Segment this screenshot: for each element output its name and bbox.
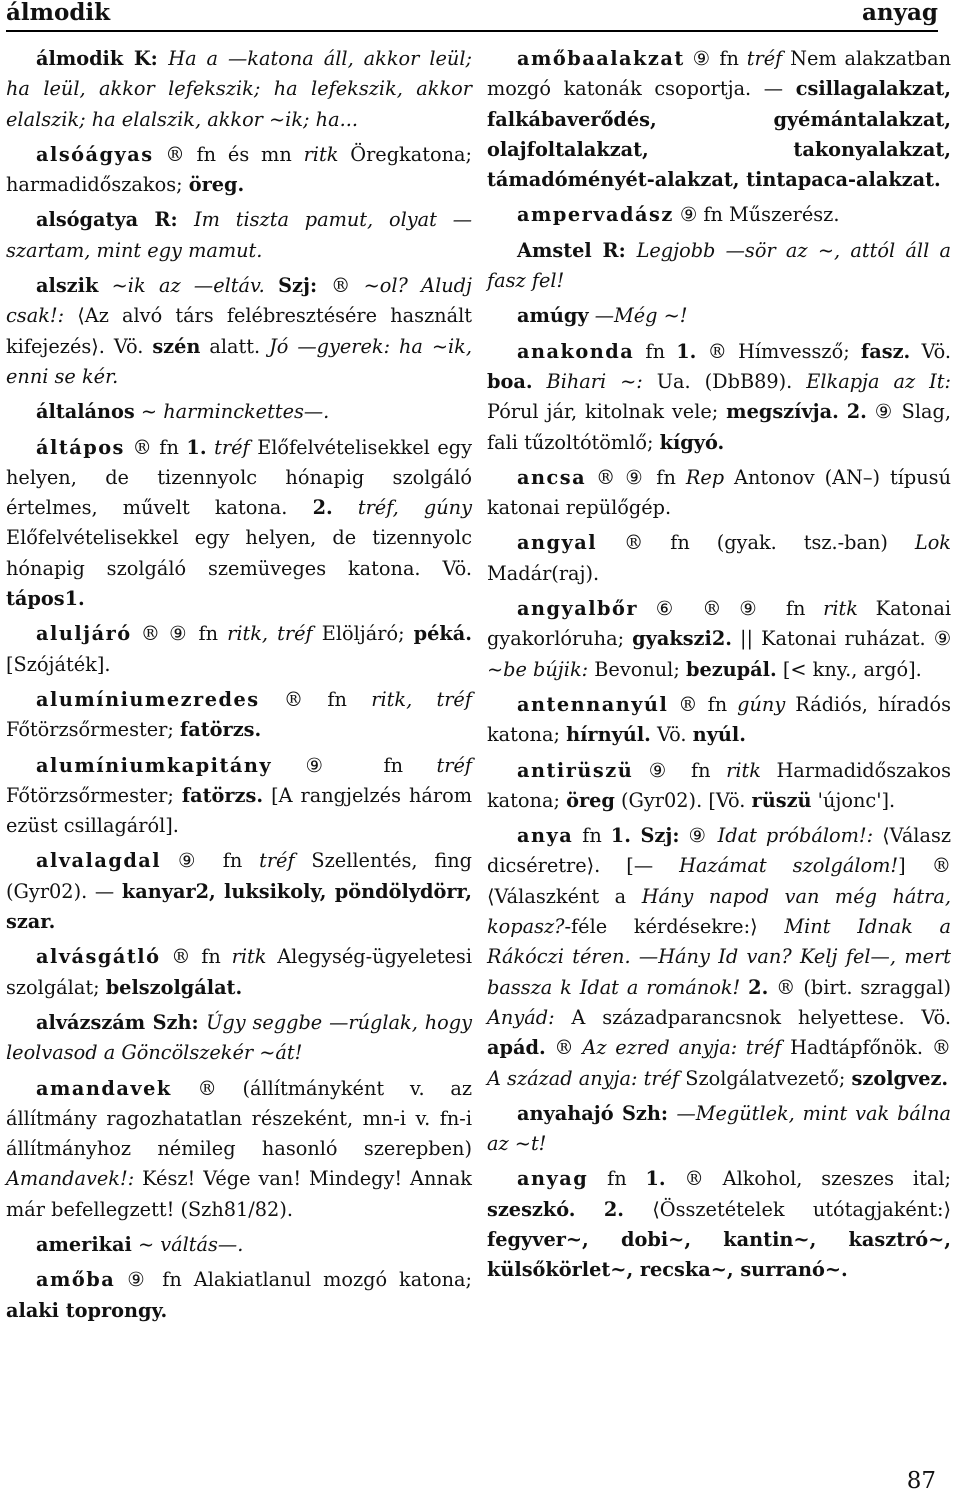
entry-text bbox=[207, 436, 215, 459]
entry-text: Bevonul; bbox=[588, 657, 686, 681]
entry-text: Hány napod van még hátra, kopasz? bbox=[487, 884, 951, 939]
entry-text: K: bbox=[123, 47, 169, 70]
entry-text: fatörzs. bbox=[179, 718, 262, 742]
entry-text: kígyó. bbox=[659, 430, 725, 454]
entry-text: Legjobb —sör az ~, attól áll a fasz fel! bbox=[487, 238, 951, 293]
dictionary-entry bbox=[6, 397, 472, 427]
entry-text: Vö. bbox=[910, 339, 952, 363]
entry-text: szolgvez. bbox=[851, 1066, 949, 1090]
entry-text: Rádiós, híradós katona; bbox=[487, 692, 951, 747]
entry-text: szeszkó. bbox=[487, 1197, 576, 1221]
entry-text bbox=[740, 976, 748, 999]
dictionary-entry bbox=[487, 337, 951, 458]
entry-text: Főtörzsőrmester; bbox=[6, 718, 180, 742]
entry-headword: alvásgátló bbox=[36, 945, 161, 969]
entry-headword: alsóágyas bbox=[36, 142, 154, 166]
entry-text: ⑨ fn Alakiatlanul mozgó katona; bbox=[115, 1268, 472, 1292]
entry-text: megszívja. bbox=[726, 400, 839, 424]
entry-text: fegyver~, dobi~, kantin~, kasztró~, külsőkörlet~, recska~, surranó~. bbox=[487, 1227, 951, 1282]
entry-text: fasz. bbox=[860, 339, 911, 363]
entry-text: (Gyr02). [Vö. bbox=[614, 788, 752, 812]
entry-text: Hazámat szolgálom! bbox=[679, 854, 899, 878]
entry-text: Hadtápfőnök. ® bbox=[781, 1036, 951, 1060]
entry-headword: alumíniumezredes bbox=[36, 687, 260, 711]
entry-text: ⑨ Slag, fali tűzoltótömlő; bbox=[487, 400, 952, 454]
dictionary-entry bbox=[6, 44, 472, 135]
entry-text: ritk bbox=[231, 945, 267, 969]
entry-text: ~ol? Aludj csak!: bbox=[6, 274, 472, 328]
entry-text: öreg. bbox=[188, 173, 245, 197]
entry-text: 1. bbox=[676, 339, 697, 363]
dictionary-entry bbox=[6, 271, 472, 392]
entry-text: [A rangjelzés három ezüst csillagáról]. bbox=[6, 783, 472, 838]
entry-headword: amúgy bbox=[517, 304, 589, 328]
running-head-left: álmodik bbox=[6, 0, 111, 26]
entry-text: [Szójáték]. bbox=[6, 652, 111, 676]
entry-text: ~ik az —eltáv. bbox=[98, 274, 279, 298]
entry-text: A századparancsnok helyettese. Vö. bbox=[554, 1005, 951, 1029]
entry-text: ® fn bbox=[668, 692, 738, 716]
entry-text: ritk, tréf bbox=[227, 622, 313, 646]
entry-text: Idat próbálom!: bbox=[717, 824, 874, 848]
entry-text: Kész! Vége van! Mindegy! Annak már befellegzett! (Szh81/82). bbox=[6, 1167, 472, 1221]
entry-text: ⑨ fn bbox=[161, 849, 260, 873]
entry-text: 2. bbox=[603, 1197, 624, 1221]
entry-headword: általános bbox=[36, 400, 135, 424]
entry-text: fn bbox=[573, 824, 611, 848]
entry-headword: aluljáró bbox=[36, 622, 132, 646]
entry-text: ® (állítmányként v. az állítmány ragozhatatlan részeként, mn-i v. fn-i állítmányhoz némileg hasonló szerepben) bbox=[6, 1076, 472, 1161]
entry-text: tápos1. bbox=[6, 587, 85, 611]
entry-headword: alszik bbox=[36, 274, 99, 298]
entry-text: ~ váltás—. bbox=[131, 1232, 244, 1256]
entry-text: ⑨ fn Műszerész. bbox=[673, 203, 840, 227]
entry-text: alaki toprongy. bbox=[6, 1298, 168, 1322]
entry-text: Elöljáró; bbox=[312, 622, 414, 646]
dictionary-entry bbox=[487, 756, 951, 817]
entry-text: tréf bbox=[259, 849, 295, 873]
entry-text: Elkapja az It: bbox=[806, 369, 951, 393]
entry-headword: antirüszü bbox=[517, 758, 634, 782]
dictionary-entry bbox=[6, 751, 472, 842]
entry-text: fn bbox=[588, 1167, 646, 1191]
header-rule bbox=[6, 30, 938, 32]
entry-headword: amerikai bbox=[36, 1232, 132, 1256]
running-head-right: anyag bbox=[862, 0, 938, 26]
entry-text: öreg bbox=[566, 788, 615, 812]
entry-headword: Amstel R: bbox=[517, 238, 637, 262]
entry-text: ritk bbox=[303, 142, 339, 166]
dictionary-entry bbox=[6, 942, 472, 1003]
right-column bbox=[487, 44, 951, 1291]
dictionary-entry bbox=[487, 1164, 951, 1285]
entry-text: fn bbox=[634, 339, 677, 363]
entry-text: Bihari ~: bbox=[546, 369, 643, 393]
entry-text: tréf bbox=[746, 47, 783, 70]
entry-text: Öregkatona; harmadidőszakos; bbox=[6, 142, 472, 197]
entry-text: ritk bbox=[726, 758, 761, 782]
dictionary-entry bbox=[487, 463, 951, 524]
dictionary-entry bbox=[487, 690, 951, 751]
entry-text: Lok bbox=[914, 531, 951, 555]
page-header bbox=[0, 0, 960, 32]
entry-text: ⟨Összetételek utótagjaként:⟩ bbox=[623, 1197, 951, 1221]
entry-text: ® (birt. szraggal) bbox=[768, 975, 951, 999]
entry-text: ® fn bbox=[124, 435, 187, 459]
entry-headword: ampervadász bbox=[517, 203, 674, 227]
entry-text: tréf, gúny bbox=[357, 496, 472, 520]
entry-text bbox=[533, 370, 547, 393]
entry-text: ritk, tréf bbox=[371, 687, 472, 711]
entry-text: [< kny., argó]. bbox=[776, 657, 922, 681]
entry-headword: alsógatya R: bbox=[36, 208, 195, 232]
entry-text: Nem alakzatban mozgó katonák csoportja. — bbox=[487, 47, 951, 101]
entry-headword: álmodik bbox=[36, 47, 124, 70]
entry-text: Ha a —katona áll, akkor leül; ha leül, akkor lefekszik; ha lefekszik, akkor elalszik; ha elalszik, akkor ~ik; ha... bbox=[6, 47, 473, 131]
dictionary-entry bbox=[487, 594, 951, 685]
entry-text: kanyar2, luksikoly, pöndölydörr, szar. bbox=[6, 879, 472, 934]
entry-text: ® fn bbox=[259, 687, 372, 711]
entry-text: ⑨ fn bbox=[633, 758, 727, 782]
entry-text: alatt. bbox=[200, 334, 270, 358]
entry-text: Alegység-ügyeletesi szolgálat; bbox=[6, 945, 472, 999]
entry-text: 2. bbox=[846, 400, 867, 424]
entry-text: ritk bbox=[823, 597, 858, 621]
entry-text: —Még ~! bbox=[588, 304, 688, 328]
entry-headword: amandavek bbox=[36, 1076, 172, 1100]
entry-text: ® fn és mn bbox=[153, 142, 304, 166]
dictionary-entry bbox=[6, 205, 472, 266]
entry-text: 1. bbox=[645, 1167, 666, 1191]
entry-text: Vö. bbox=[650, 723, 693, 747]
entry-text: csillagalakzat, falkábaverődés, gyémántalakzat, olajfoltalakzat, takonyalakzat, támadóményét-alakzat, tintapaca-alakzat. bbox=[487, 77, 951, 192]
entry-text: tréf bbox=[214, 435, 250, 459]
entry-headword: angyalbőr bbox=[517, 597, 639, 621]
entry-text: ® fn (gyak. tsz.-ban) bbox=[597, 531, 915, 555]
entry-text: ® bbox=[545, 1036, 583, 1060]
entry-text: 1. Szj: bbox=[610, 824, 680, 848]
entry-text: ® Hímvessző; bbox=[696, 339, 861, 363]
dictionary-entry bbox=[487, 44, 951, 195]
entry-text: A század anyja: tréf bbox=[487, 1066, 680, 1090]
entry-text: hírnyúl. bbox=[566, 723, 651, 747]
entry-text: 2. bbox=[748, 975, 769, 999]
entry-text: ~be bújik: bbox=[487, 657, 589, 681]
dictionary-entry bbox=[6, 846, 472, 937]
entry-headword: alumíniumkapitány bbox=[36, 753, 273, 777]
entry-text: 2. bbox=[312, 496, 333, 520]
dictionary-entry bbox=[6, 1265, 472, 1326]
entry-text: Antonov (AN–) típusú katonai repülőgép. bbox=[487, 465, 951, 520]
entry-text: rüszü bbox=[751, 788, 812, 812]
entry-text: péká. bbox=[413, 622, 472, 646]
entry-text: ® ⑨ fn bbox=[131, 622, 228, 646]
entry-text: ⟨Válasz dicséretre⟩. [— bbox=[487, 824, 952, 878]
entry-text bbox=[839, 400, 847, 423]
entry-text: szén bbox=[152, 334, 201, 358]
dictionary-entry bbox=[6, 1008, 472, 1069]
entry-headword: alvázszám Szh: bbox=[36, 1010, 207, 1034]
dictionary-entry bbox=[6, 433, 472, 615]
entry-text: Im tiszta pamut, olyat —szartam, mint egy mamut. bbox=[6, 208, 472, 262]
entry-text: Ua. (DbB89). bbox=[642, 369, 807, 393]
entry-headword: angyal bbox=[517, 531, 598, 555]
dictionary-entry bbox=[487, 236, 951, 297]
dictionary-entry bbox=[6, 1074, 472, 1225]
entry-headword: ancsa bbox=[517, 465, 587, 489]
entry-text: ⑨ fn bbox=[684, 47, 747, 70]
entry-text: Szj: bbox=[278, 274, 331, 298]
dictionary-entry bbox=[487, 821, 951, 1094]
entry-text: Előfelvételisekkel egy helyen, de tizennyolc hónapig szolgáló szemüveges katona. Vö. bbox=[6, 526, 472, 580]
entry-text: ] ® ⟨Válaszként a bbox=[487, 854, 951, 908]
entry-headword: anyag bbox=[517, 1167, 589, 1191]
entry-text: Pórul jár, kitolnak vele; bbox=[487, 400, 727, 424]
entry-text: tréf bbox=[436, 753, 472, 777]
entry-text: ® ⑨ fn bbox=[586, 465, 686, 489]
entry-text: ~ harminckettes—. bbox=[134, 400, 330, 424]
entry-headword: anya bbox=[517, 824, 574, 848]
entry-headword: alvalagdal bbox=[36, 849, 162, 873]
entry-headword: amőba bbox=[36, 1268, 116, 1292]
entry-text: nyúl. bbox=[692, 723, 746, 747]
entry-text: || Katonai ruházat. ⑨ bbox=[731, 627, 951, 651]
dictionary-entry bbox=[6, 1230, 472, 1260]
entry-text: belszolgálat. bbox=[105, 975, 243, 999]
entry-text: Jó —gyerek: ha ~ik, enni se kér. bbox=[6, 334, 472, 388]
entry-text: Előfelvételisekkel egy helyen, de tizennyolc hónapig szolgáló értelmes, művelt katona. bbox=[6, 435, 472, 520]
entry-text: boa. bbox=[487, 369, 533, 393]
dictionary-entry bbox=[487, 200, 951, 230]
entry-text: Rep bbox=[685, 465, 725, 489]
entry-headword: anyahajó Szh: bbox=[517, 1101, 677, 1125]
entry-text: -féle kérdésekre:⟩ bbox=[564, 915, 785, 939]
entry-text: Anyád: bbox=[487, 1005, 555, 1029]
entry-text bbox=[333, 496, 358, 519]
entry-text: ⑥ ® ⑨ fn bbox=[638, 597, 824, 621]
entry-text: fatörzs. bbox=[181, 783, 264, 807]
entry-text: Harmadidőszakos katona; bbox=[487, 758, 951, 812]
dictionary-entry bbox=[487, 301, 951, 331]
left-column bbox=[6, 44, 472, 1331]
dictionary-entry bbox=[487, 528, 951, 589]
entry-text: ® bbox=[330, 274, 364, 298]
entry-text: ⑨ bbox=[679, 824, 718, 848]
entry-headword: antennanyúl bbox=[517, 692, 669, 716]
entry-text: Madár(raj). bbox=[487, 561, 600, 585]
entry-text: 'újonc']. bbox=[811, 788, 896, 812]
entry-text: Szolgálatvezető; bbox=[679, 1066, 852, 1090]
entry-text: Amandavek!: bbox=[6, 1167, 135, 1191]
entry-text: ⟨Az alvó társ felébresztésére használt kifejezés⟩. Vö. bbox=[6, 304, 472, 358]
entry-headword: anakonda bbox=[517, 339, 635, 363]
entry-text: gúny bbox=[737, 692, 786, 716]
entry-text: 1. bbox=[186, 435, 207, 459]
entry-text: Szellentés, fing (Gyr02). — bbox=[6, 849, 472, 903]
entry-text: ® Alkohol, szeszes ital; bbox=[665, 1167, 951, 1191]
entry-text: apád. bbox=[487, 1036, 546, 1060]
entry-text bbox=[575, 1198, 603, 1221]
dictionary-entry bbox=[487, 1099, 951, 1160]
entry-headword: amőbaalakzat bbox=[517, 47, 685, 70]
dictionary-entry bbox=[6, 685, 472, 746]
dictionary-entry bbox=[6, 140, 472, 201]
entry-text: Úgy seggbe —rúglak, hogy leolvasod a Göncölszekér ~át! bbox=[6, 1010, 472, 1065]
entry-text: bezupál. bbox=[685, 657, 777, 681]
entry-text: gyakszi2. bbox=[632, 627, 732, 651]
entry-text: —Megütlek, mint vak bálna az ~t! bbox=[487, 1101, 951, 1156]
entry-text: ⑨ fn bbox=[272, 753, 437, 777]
entry-text: Főtörzsőrmester; bbox=[6, 783, 182, 807]
page-number: 87 bbox=[906, 1468, 936, 1494]
dictionary-entry bbox=[6, 619, 472, 680]
entry-text: Katonai gyakorlóruha; bbox=[487, 597, 951, 651]
entry-headword: áltápos bbox=[36, 435, 125, 459]
entry-text: Mint Idnak a Rákóczi téren. —Hány Id van? Kelj fel—, mert bassza k Idat a románok! bbox=[487, 915, 951, 999]
entry-text: ® fn bbox=[160, 945, 232, 969]
entry-text: Az ezred anyja: tréf bbox=[582, 1036, 782, 1060]
